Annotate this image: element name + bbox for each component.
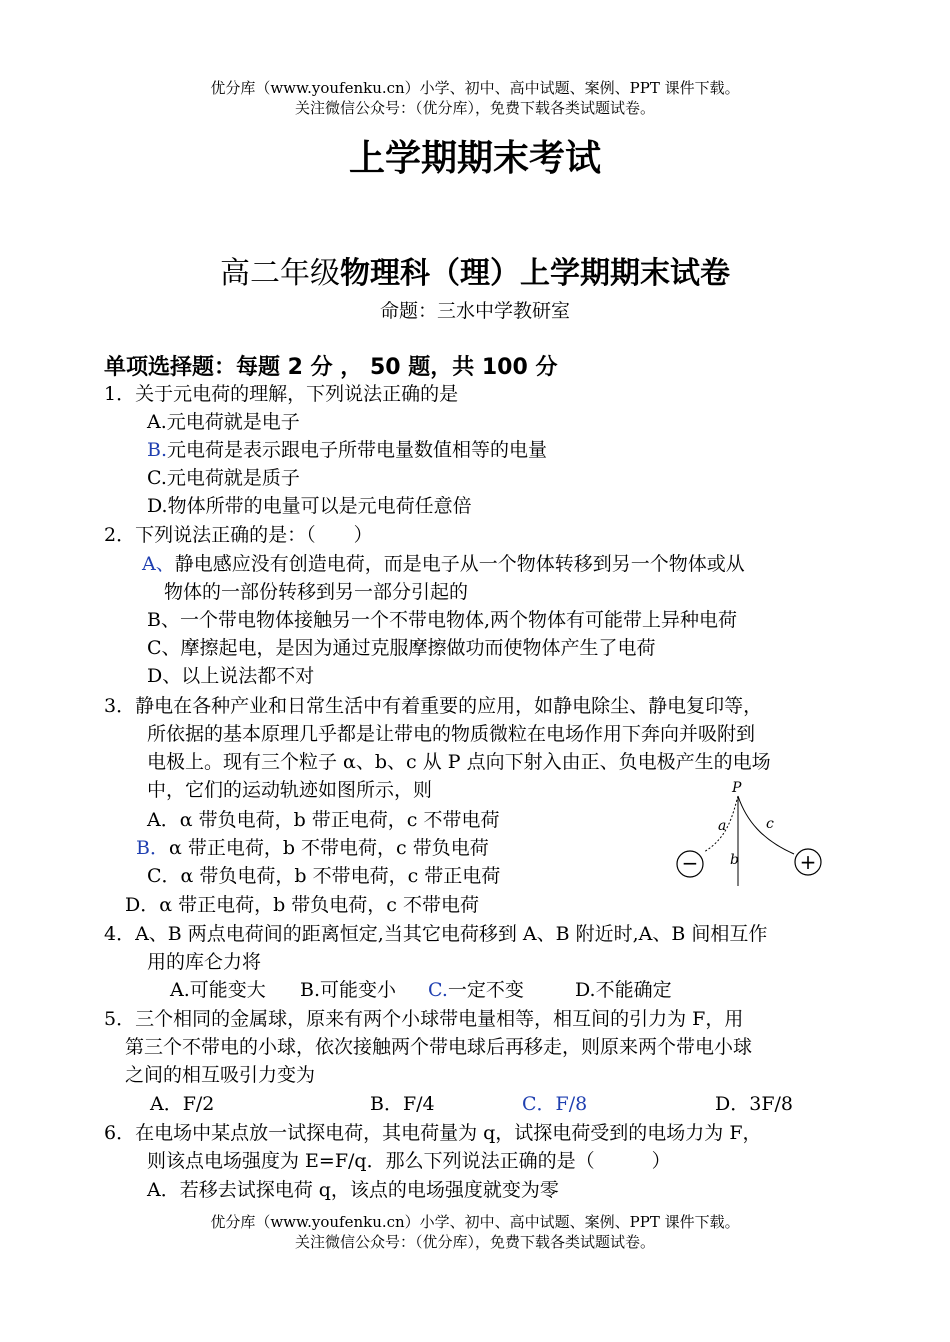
q1-stem: 1．关于元电荷的理解，下列说法正确的是 [104,383,459,405]
q2-option-d: D、以上说法都不对 [147,665,315,687]
q3-trajectory-figure [672,778,832,888]
q6-line-1: 6．在电场中某点放一试探电荷，其电荷量为 q，试探电荷受到的电场力为 F， [104,1122,762,1144]
q1-option-b [147,436,547,464]
q4-line-1: 4．A、B 两点电荷间的距离恒定,当其它电荷移到 A、B 附近时,A、B 间相互作 [104,923,768,945]
q5-option-c: C．F/8 [522,1093,588,1115]
q2-option-c: C、摩擦起电，是因为通过克服摩擦做功而使物体产生了电荷 [147,637,656,659]
header-line-2: 关注微信公众号：（优分库），免费下载各类试题试卷。 [294,99,655,117]
q4-line-2: 用的库仑力将 [147,951,262,973]
q5-line-1: 5．三个相同的金属球，原来有两个小球带电量相等，相互间的引力为 F，用 [104,1008,744,1030]
q4-option-a: A.可能变大 [170,979,266,1001]
q3-option-b-text: α 带正电荷，b 不带电荷，c 带负电荷 [168,837,489,859]
q1-option-d: D.物体所带的电量可以是元电荷任意倍 [147,495,472,517]
q2-stem: 2．下列说法正确的是：（ ） [104,524,373,546]
q4-option-c-label: C. [428,979,448,1001]
q2-option-a-cont: 物体的一部份转移到另一部分引起的 [164,581,469,603]
exam-author: 命题：三水中学教研室 [379,300,570,322]
section-heading: 单项选择题：每题 2 分 ， 50 题，共 100 分 [104,355,558,380]
exam-subtitle [0,248,950,292]
fig-label-b: b [730,852,739,868]
q4-option-d: D.不能确定 [575,979,672,1001]
fig-plus-sign: + [799,850,817,874]
q2-option-a [142,550,745,578]
q4-option-c [428,976,524,1004]
fig-minus-sign: − [681,851,699,875]
header-line-1: 优分库（www.youfenku.cn）小学、初中、高中试题、案例、PPT 课件下载。 [210,79,740,97]
q5-option-d: D．3F/8 [715,1093,793,1115]
q3-option-a: A．α 带负电荷，b 带正电荷，c 不带电荷 [147,809,500,831]
q3-option-b [136,834,489,862]
q3-line-3: 电极上。现有三个粒子 α、b、c 从 P 点向下射入由正、负电极产生的电场 [147,751,771,773]
q2-option-a-label: A、 [142,553,175,575]
q5-line-3: 之间的相互吸引力变为 [125,1064,316,1086]
footer-line-2: 关注微信公众号：（优分库），免费下载各类试题试卷。 [294,1233,655,1251]
q3-line-2: 所依据的基本原理几乎都是让带电的物质微粒在电场作用下奔向并吸附到 [147,723,756,745]
q6-option-a: A．若移去试探电荷 q，该点的电场强度就变为零 [147,1179,559,1201]
page-footer [0,1212,950,1252]
q3-option-b-label: B． [136,837,169,859]
q5-option-b: B．F/4 [370,1093,435,1115]
page-header [0,78,950,118]
fig-label-a: a [718,818,727,834]
q1-option-a: A.元电荷就是电子 [147,411,300,433]
q2-option-b: B、一个带电物体接触另一个不带电物体,两个物体有可能带上异种电荷 [147,609,738,631]
q3-line-4: 中，它们的运动轨迹如图所示，则 [147,779,433,801]
q5-line-2: 第三个不带电的小球，依次接触两个带电球后再移走，则原来两个带电小球 [125,1036,753,1058]
subtitle-main: 物理科（理）上学期期末试卷 [340,256,730,291]
q2-option-a-text1: 静电感应没有创造电荷，而是电子从一个物体转移到另一个物体或从 [174,553,745,575]
q1-option-b-text: 元电荷是表示跟电子所带电量数值相等的电量 [167,439,548,461]
footer-line-1: 优分库（www.youfenku.cn）小学、初中、高中试题、案例、PPT 课件下载。 [210,1213,740,1231]
fig-label-c: c [766,816,774,832]
q4-option-c-text: 一定不变 [447,979,524,1001]
q1-option-c: C.元电荷就是质子 [147,467,300,489]
fig-label-p: P [732,780,742,796]
subtitle-prefix: 高二年级 [220,256,340,291]
q3-option-d: D．α 带正电荷，b 带负电荷，c 不带电荷 [125,894,479,916]
exam-title: 上学期期末考试 [348,138,601,179]
q1-option-b-label: B. [147,439,168,461]
q3-line-1: 3．静电在各种产业和日常生活中有着重要的应用，如静电除尘、静电复印等， [104,695,763,717]
q3-option-c: C．α 带负电荷，b 不带电荷，c 带正电荷 [147,865,501,887]
q4-option-b: B.可能变小 [300,979,397,1001]
q5-option-a: A．F/2 [150,1093,215,1115]
q6-line-2: 则该点电场强度为 E=F/q．那么下列说法正确的是（ ） [147,1150,671,1172]
